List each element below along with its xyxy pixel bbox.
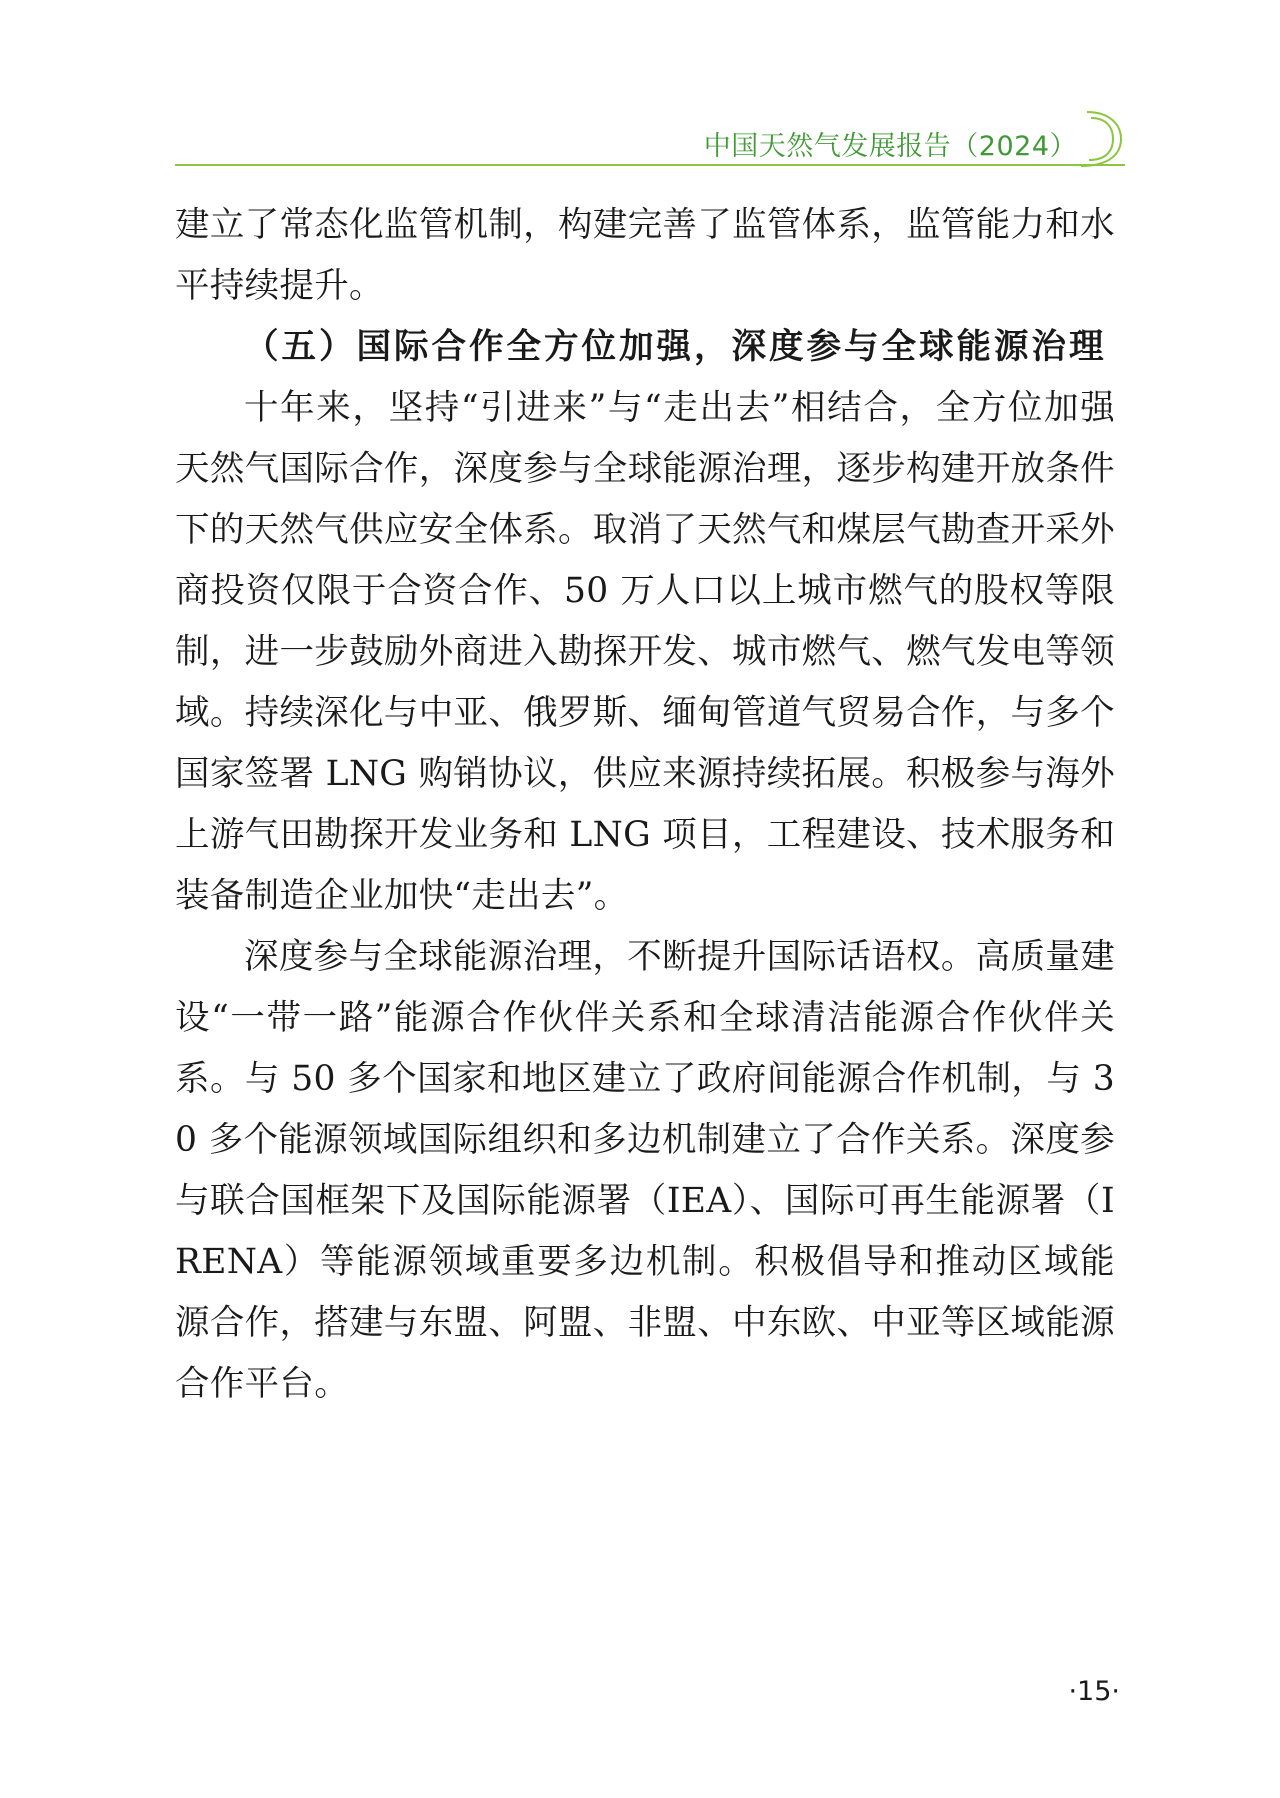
page-number: ·15· xyxy=(1068,1676,1120,1707)
header-curve-ornament xyxy=(1079,110,1127,168)
running-header xyxy=(175,110,1125,166)
continuation-paragraph: 建立了常态化监管机制，构建完善了监管体系，监管能力和水平持续提升。 xyxy=(175,205,1115,306)
running-header-title: 中国天然气发展报告（2024） xyxy=(703,131,1077,162)
header-rule xyxy=(175,164,1125,166)
body-paragraph-2: 深度参与全球能源治理，不断提升国际话语权。高质量建设“一带一路”能源合作伙伴关系和全球清洁能源合作伙伴关系。与 50 多个国家和地区建立了政府间能源合作机制，与 30 多个能源领域国际组织和多边机制建立了合作关系。深度参与联合国框架下及国际能源署（IEA）、国际可再生能源署（IRENA）等能源领域重要多边机制。积极倡导和推动区域能源合作，搭建与东盟、阿盟、非盟、中东欧、中亚等区域能源合作平台。 xyxy=(175,937,1115,1404)
body-paragraph-1: 十年来，坚持“引进来”与“走出去”相结合，全方位加强天然气国际合作，深度参与全球能源治理，逐步构建开放条件下的天然气供应安全体系。取消了天然气和煤层气勘查开采外商投资仅限于合资合作、50 万人口以上城市燃气的股权等限制，进一步鼓励外商进入勘探开发、城市燃气、燃气发电等领域。持续深化与中亚、俄罗斯、缅甸管道气贸易合作，与多个国家签署 LNG 购销协议，供应来源持续拓展。积极参与海外上游气田勘探开发业务和 LNG 项目，工程建设、技术服务和装备制造企业加快“走出去”。 xyxy=(175,388,1115,916)
section-heading: （五）国际合作全方位加强，深度参与全球能源治理 xyxy=(244,327,1107,367)
page-body xyxy=(175,195,1115,1415)
